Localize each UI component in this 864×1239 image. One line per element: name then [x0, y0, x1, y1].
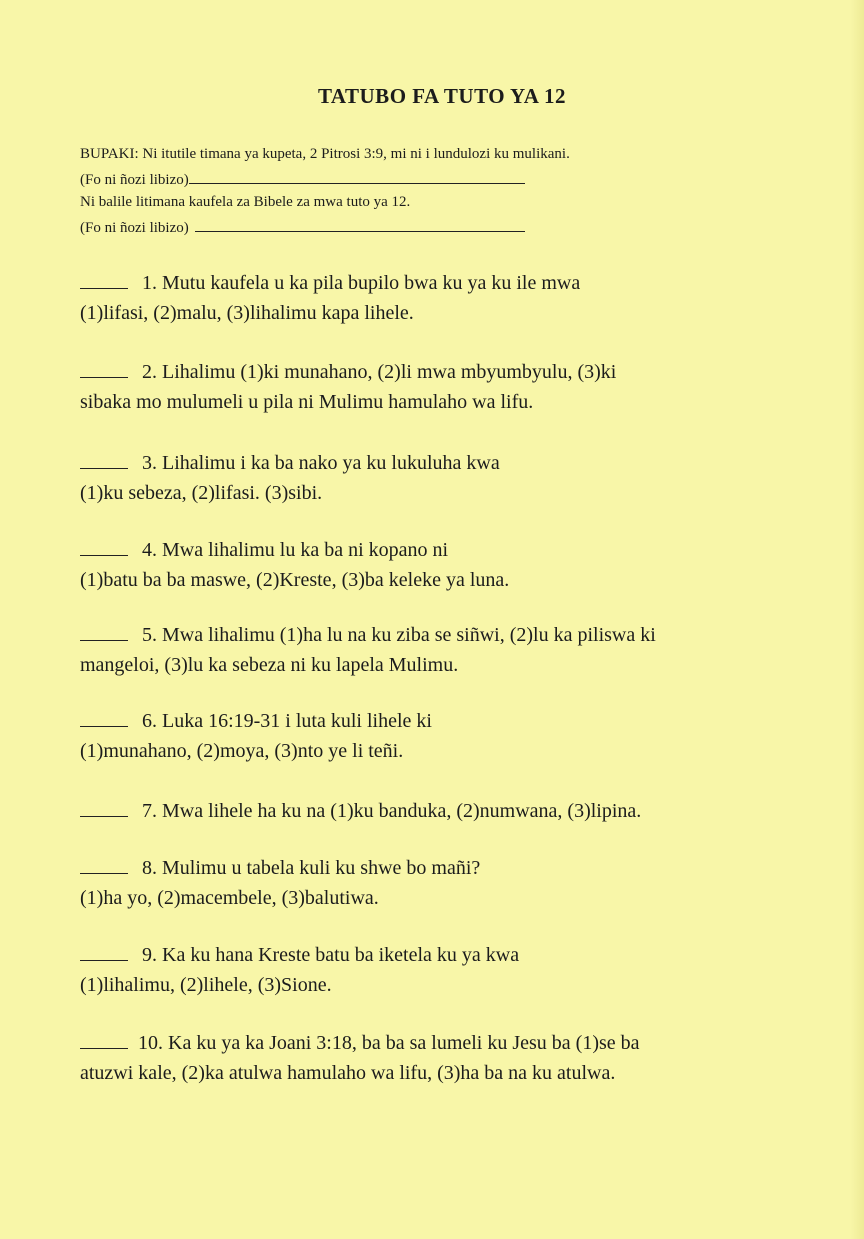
question-options: (1)lifasi, (2)malu, (3)lihalimu kapa lihele. — [80, 302, 414, 324]
question-options: (1)lihalimu, (2)lihele, (3)Sione. — [80, 974, 332, 996]
answer-blank[interactable] — [80, 708, 128, 727]
instruction-text: (Fo ni ñozi libizo) — [80, 220, 189, 236]
instruction-text: (Fo ni ñozi libizo) — [80, 172, 189, 188]
answer-blank[interactable] — [80, 1030, 128, 1049]
question-text: 7. Mwa lihele ha ku na (1)ku banduka, (2)numwana, (3)lipina. — [142, 800, 642, 822]
question-text: 4. Mwa lihalimu lu ka ba ni kopano ni — [142, 539, 449, 561]
answer-blank[interactable] — [80, 855, 128, 874]
question-5 — [80, 620, 800, 680]
question-6 — [80, 706, 800, 766]
question-options: sibaka mo mulumeli u pila ni Mulimu hamulaho wa lifu. — [80, 391, 534, 413]
question-1 — [80, 268, 800, 328]
question-2 — [80, 357, 800, 417]
question-text: 8. Mulimu u tabela kuli ku shwe bo mañi? — [142, 857, 481, 879]
question-text: 5. Mwa lihalimu (1)ha lu na ku ziba se siñwi, (2)lu ka piliswa ki — [142, 624, 656, 646]
question-7 — [80, 796, 800, 826]
question-options: atuzwi kale, (2)ka atulwa hamulaho wa lifu, (3)ha ba na ku atulwa. — [80, 1062, 616, 1084]
question-text: 9. Ka ku hana Kreste batu ba iketela ku ya kwa — [142, 944, 520, 966]
answer-blank[interactable] — [80, 270, 128, 289]
question-3 — [80, 448, 800, 508]
name-field-line — [80, 171, 525, 189]
question-text: 6. Luka 16:19-31 i luta kuli lihele ki — [142, 710, 432, 732]
page-title: TATUBO FA TUTO YA 12 — [317, 84, 567, 108]
instruction-text: Ni balile litimana kaufela za Bibele za mwa tuto ya 12. — [80, 194, 411, 210]
instruction-line — [80, 194, 410, 211]
answer-blank[interactable] — [80, 450, 128, 469]
answer-blank[interactable] — [80, 942, 128, 961]
name-blank[interactable] — [189, 171, 525, 184]
name-field-line — [80, 219, 525, 237]
question-options: (1)munahano, (2)moya, (3)nto ye li teñi. — [80, 740, 404, 762]
answer-blank[interactable] — [80, 622, 128, 641]
name-blank[interactable] — [195, 219, 525, 232]
instruction-line — [80, 146, 570, 163]
question-text: 1. Mutu kaufela u ka pila bupilo bwa ku ya ku ile mwa — [142, 272, 581, 294]
question-options: (1)ha yo, (2)macembele, (3)balutiwa. — [80, 887, 379, 909]
question-options: (1)ku sebeza, (2)lifasi. (3)sibi. — [80, 482, 323, 504]
question-9 — [80, 940, 800, 1000]
question-8 — [80, 853, 800, 913]
answer-blank[interactable] — [80, 798, 128, 817]
answer-blank[interactable] — [80, 537, 128, 556]
question-text: 2. Lihalimu (1)ki munahano, (2)li mwa mbyumbyulu, (3)ki — [142, 361, 617, 383]
question-text: 10. Ka ku ya ka Joani 3:18, ba ba sa lumeli ku Jesu ba (1)se ba — [138, 1032, 640, 1054]
instruction-text: BUPAKI: Ni itutile timana ya kupeta, 2 Pitrosi 3:9, mi ni i lundulozi ku mulikani. — [80, 146, 570, 162]
question-4 — [80, 535, 800, 595]
page-edge — [850, 0, 864, 1239]
question-options: (1)batu ba ba maswe, (2)Kreste, (3)ba keleke ya luna. — [80, 569, 510, 591]
answer-blank[interactable] — [80, 359, 128, 378]
question-options: mangeloi, (3)lu ka sebeza ni ku lapela Mulimu. — [80, 654, 459, 676]
question-text: 3. Lihalimu i ka ba nako ya ku lukuluha kwa — [142, 452, 500, 474]
question-10 — [80, 1028, 800, 1088]
